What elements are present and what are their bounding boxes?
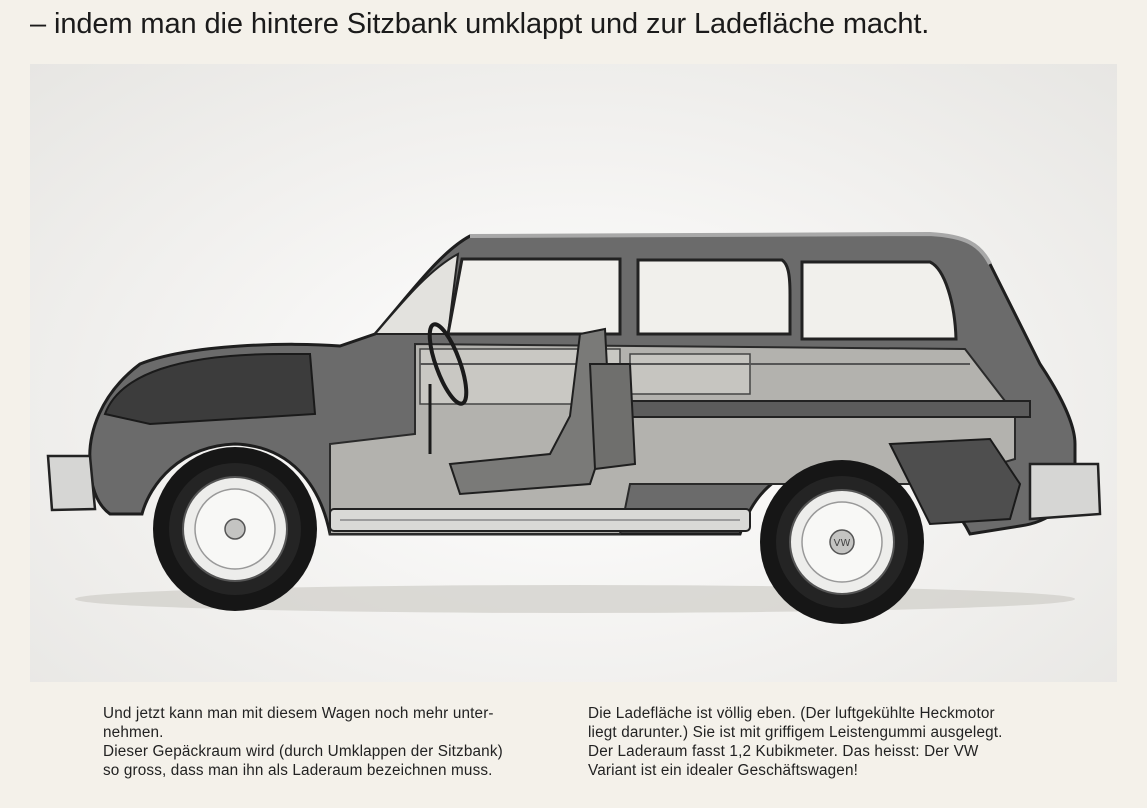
caption-right [588, 704, 1058, 780]
middle-side-window [638, 260, 790, 334]
caption-right-line-2: liegt darunter.) Sie ist mit griffigem Leistengummi ausgelegt. [588, 724, 1003, 741]
caption-right-line-1: Die Ladefläche ist völlig eben. (Der luftgekühlte Heckmotor [588, 705, 995, 722]
front-side-window [448, 259, 620, 334]
front-bumper [48, 456, 95, 510]
front-trunk [105, 354, 315, 424]
rear-panel [630, 354, 750, 394]
front-wheel [153, 447, 317, 611]
caption-right-line-4: Variant ist ein idealer Geschäftswagen! [588, 762, 859, 779]
rear-side-window [802, 262, 956, 339]
windshield [375, 254, 458, 334]
caption-left [103, 704, 573, 780]
caption-left-line-3: Dieser Gepäckraum wird (durch Umklappen der Sitzbank) [103, 743, 503, 760]
caption-right-line-3: Der Laderaum fasst 1,2 Kubikmeter. Das heisst: Der VW [588, 743, 979, 760]
rear-wheel [760, 460, 924, 624]
caption-left-line-1: Und jetzt kann man mit diesem Wagen noch mehr unter- [103, 705, 494, 722]
car-cutaway-illustration [30, 64, 1117, 682]
caption-left-line-2: nehmen. [103, 724, 164, 741]
cargo-floor [630, 401, 1030, 417]
car-photo [30, 64, 1117, 682]
caption-left-line-4: so gross, dass man ihn als Laderaum bezeichnen muss. [103, 762, 493, 779]
rear-bumper [1030, 464, 1100, 519]
folded-rear-seat [590, 364, 635, 469]
hubcap-logo: VW [833, 538, 851, 549]
page-headline: – indem man die hintere Sitzbank umklappt und zur Ladefläche macht. [30, 8, 930, 40]
